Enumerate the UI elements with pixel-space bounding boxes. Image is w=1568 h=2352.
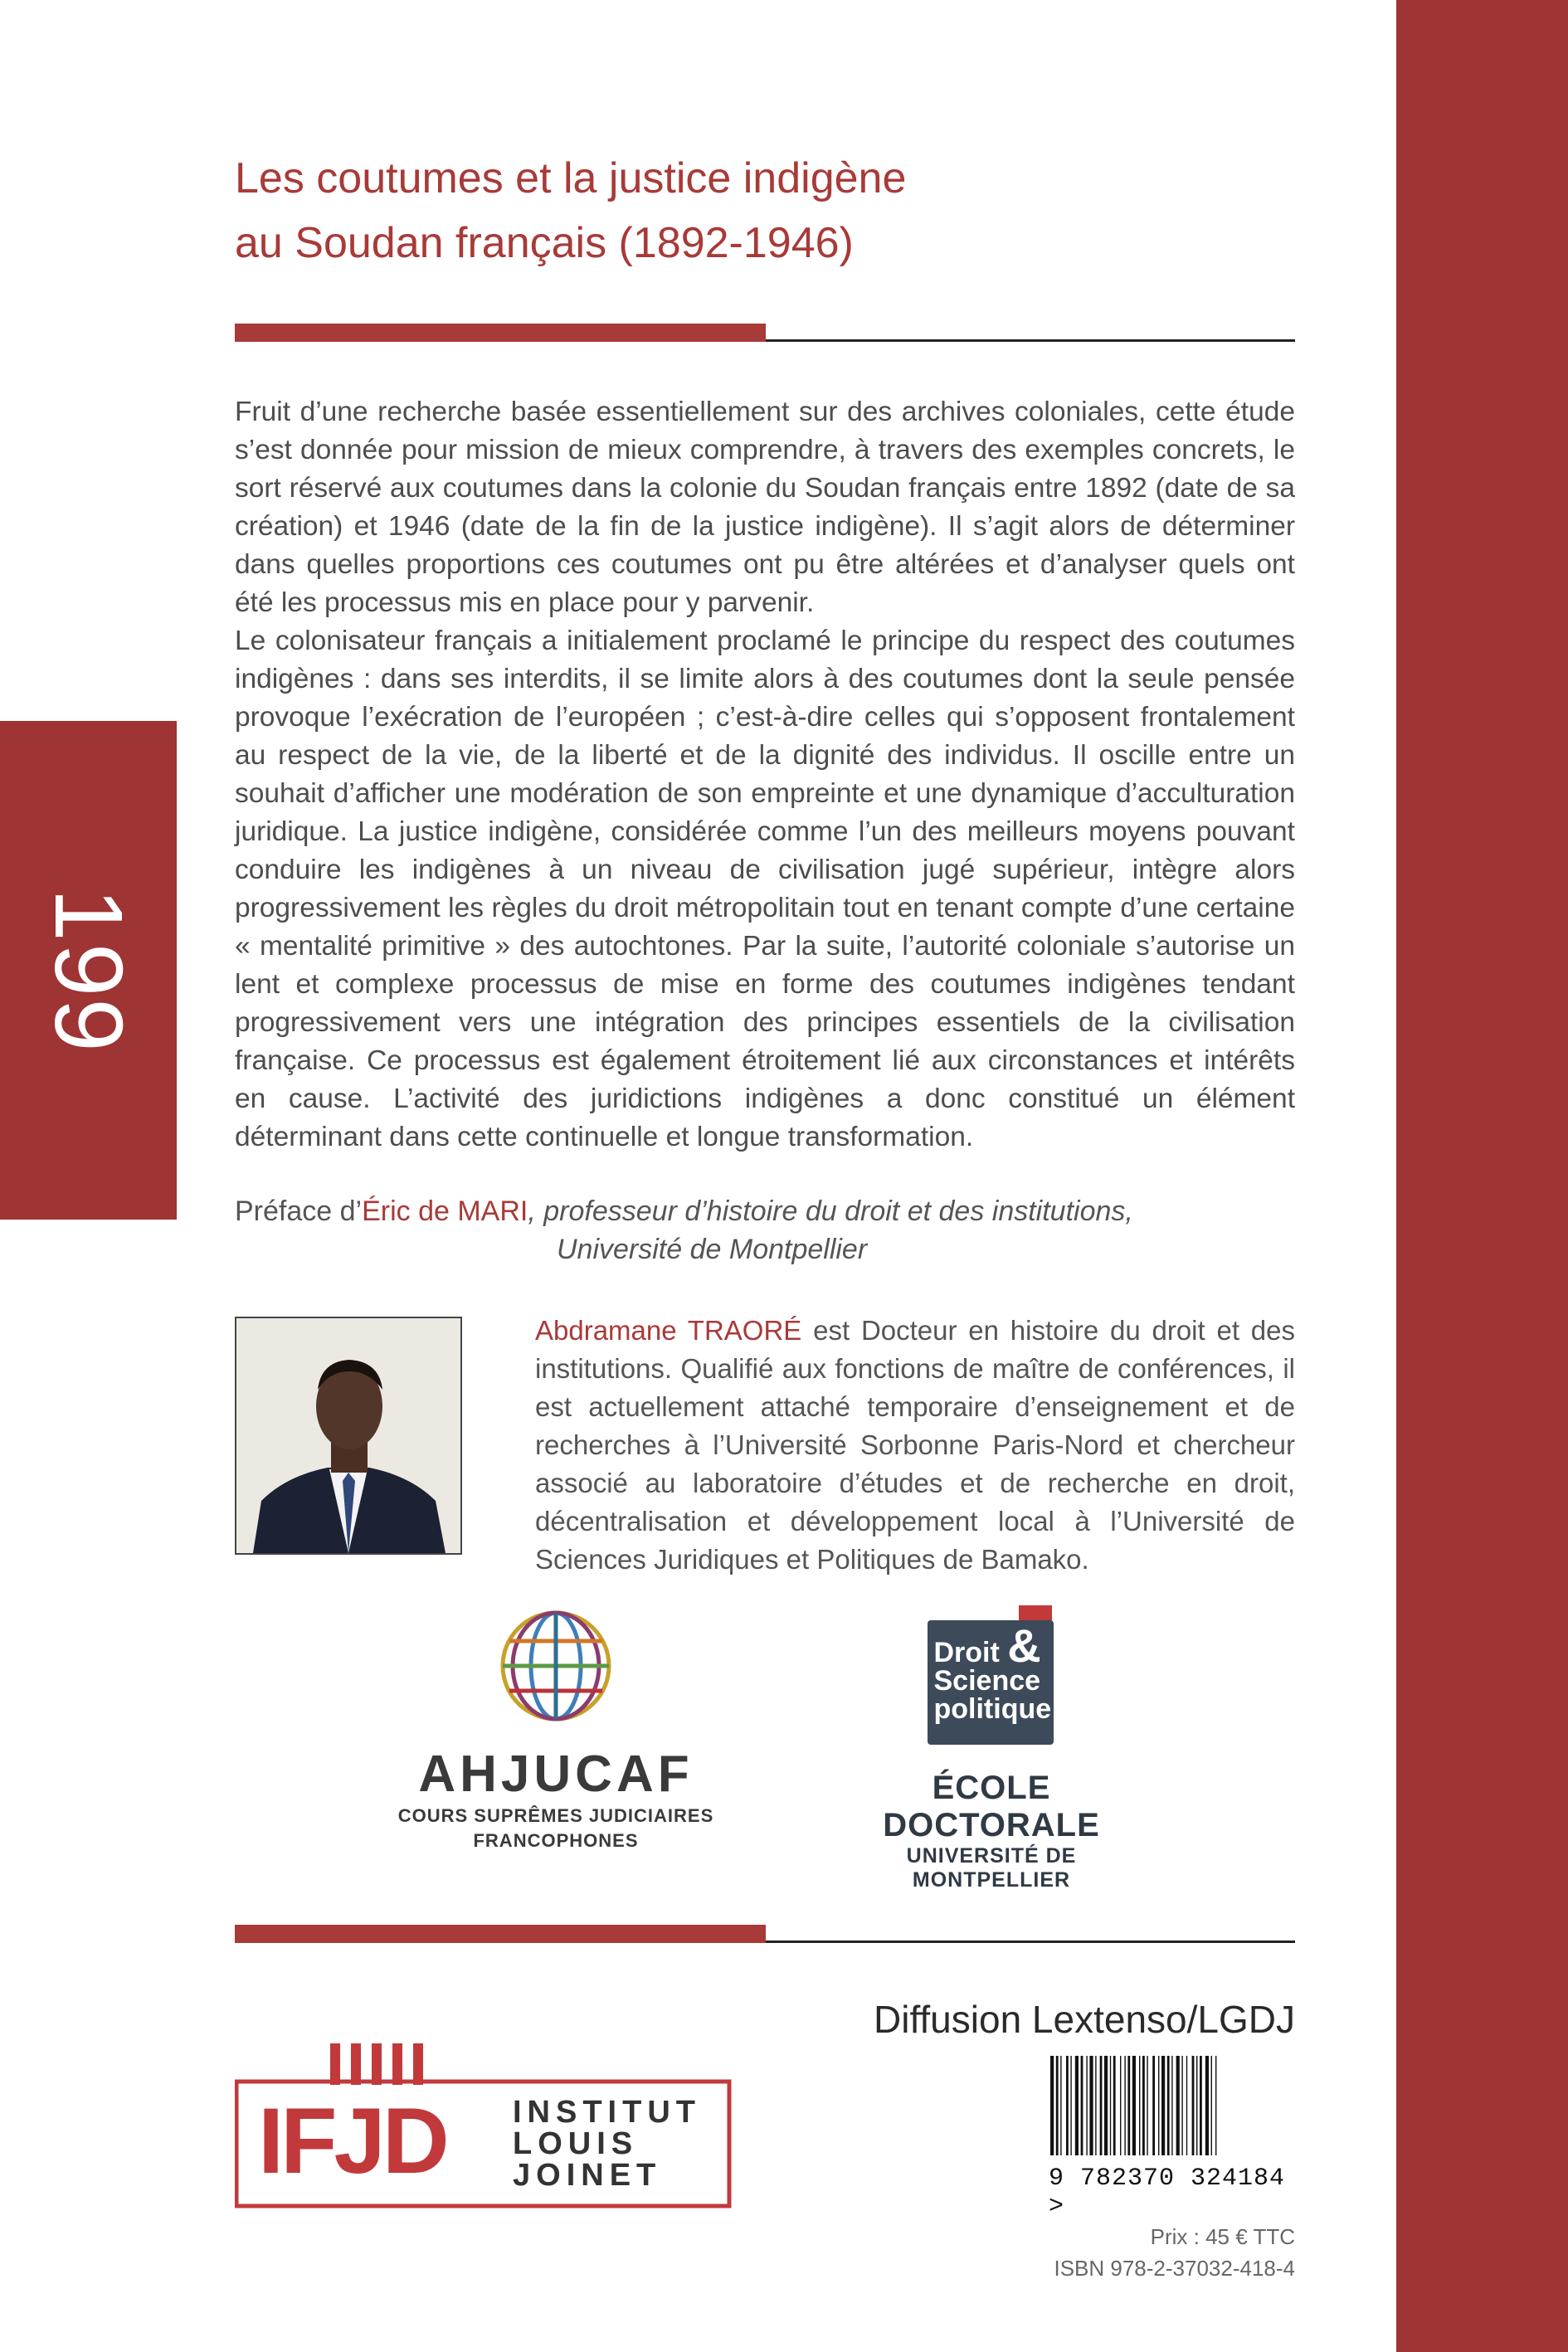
title-line-1: Les coutumes et la justice indigène	[235, 154, 907, 202]
distributor: Diffusion Lextenso/LGDJ	[874, 1998, 1295, 2041]
book-title	[235, 146, 1313, 275]
summary-paragraph: Fruit d’une recherche basée essentiellement sur des archives coloniales, cette étude s’est donnée pour mission de mieux comprendre, à travers des exemples concrets, le sort réservé aux coutumes dans la colonie du Soudan français entre 1892 (date de sa création) et 1946 (date de la fin de la justice indigène). Il s’agit alors de déterminer dans quelles proportions ces coutumes ont pu être altérées et d’analyser quels ont été les processus mis en place pour y parvenir.	[235, 397, 1295, 618]
ifjd-line-2: LOUIS	[513, 2126, 639, 2161]
preface-university: Université de Montpellier	[557, 1234, 868, 1265]
preface-credit	[235, 1192, 1313, 1269]
price: Prix : 45 € TTC	[1150, 2224, 1295, 2249]
summary-paragraph: Le colonisateur français a initialement proclamé le principe du respect des coutumes indigènes : dans ses interdits, il se limite alors à des coutumes dont la seule pensée provoque l’exécration de l’européen ; c’est-à-dire celles qui s’opposent frontalement au respect de la vie, de la liberté et de la dignité des individus. Il oscille entre un souhait d’afficher une modération de son empreinte et une dynamique d’acculturation juridique. La justice indigène, considérée comme l’un des meilleurs moyens pouvant conduire les indigènes à un niveau de civilisation jugé supérieur, intègre alors progressivement les règles du droit métropolitain tout en tenant compte d’une certaine « mentalité primitive » des autochtones. Par la suite, l’autorité coloniale s’autorise un lent et complexe processus de mise en forme des coutumes indigènes tendant progressivement vers une intégration des principes essentiels de la civilisation française. Ce processus est également étroitement lié aux circonstances et intérêts en cause. L’activité des juridictions indigènes a donc constitué un élément déterminant dans cette continuelle et longue transformation.	[235, 626, 1295, 1152]
globe-icon	[489, 1600, 622, 1732]
ahjucaf-sub-1: COURS SUPRÊMES JUDICIAIRES	[397, 1805, 714, 1826]
summary-text	[235, 393, 1295, 1157]
top-divider	[235, 324, 1295, 342]
ifjd-line-3: JOINET	[513, 2158, 662, 2193]
preface-prefix: Préface d’	[235, 1195, 363, 1227]
ecole-doctorale-sub: UNIVERSITÉ DE MONTPELLIER	[906, 1844, 1077, 1892]
ahjucaf-logo	[390, 1600, 722, 1853]
ecole-doctorale-logo	[838, 1605, 1145, 1892]
barcode-area	[1049, 2056, 1298, 2284]
ahjucaf-name: AHJUCAF	[418, 1746, 694, 1803]
author-photo	[235, 1317, 462, 1555]
preface-role: , professeur d’histoire du droit et des institutions,	[528, 1195, 1133, 1227]
title-line-2: au Soudan français (1892-1946)	[235, 219, 854, 267]
ifjd-letters: IFJD	[258, 2089, 446, 2193]
author-bio	[535, 1312, 1295, 1579]
author-name: Abdramane TRAORÉ	[535, 1315, 802, 1346]
right-color-band	[1396, 0, 1568, 2352]
series-number: 199	[34, 887, 143, 1054]
barcode-number: 9 782370 324184 >	[1049, 2165, 1286, 2221]
ifjd-logo	[235, 2043, 733, 2201]
preface-author: Éric de MARI	[362, 1195, 528, 1227]
droit-science-sign: Droit & Science politique	[919, 1605, 1064, 1753]
ahjucaf-sub-2: FRANCOPHONES	[473, 1830, 639, 1851]
isbn: ISBN 978-2-37032-418-4	[1054, 2256, 1295, 2281]
barcode	[1049, 2056, 1295, 2155]
author-bio-text: est Docteur en histoire du droit et des institutions. Qualifié aux fonctions de maître de conférences, il est actuellement attaché temporaire d’enseignement et de recherches à l’Université Sorbonne Paris-Nord et chercheur associé au laboratoire d’études et de recherche en droit, décentralisation et développement local à l’Université de Sciences Juridiques et Politiques de Bamako.	[535, 1315, 1295, 1575]
series-number-band	[0, 721, 177, 1220]
ecole-doctorale-title: ÉCOLE DOCTORALE	[883, 1770, 1100, 1843]
bottom-divider	[235, 1925, 1295, 1943]
ifjd-line-1: INSTITUT	[513, 2095, 701, 2130]
